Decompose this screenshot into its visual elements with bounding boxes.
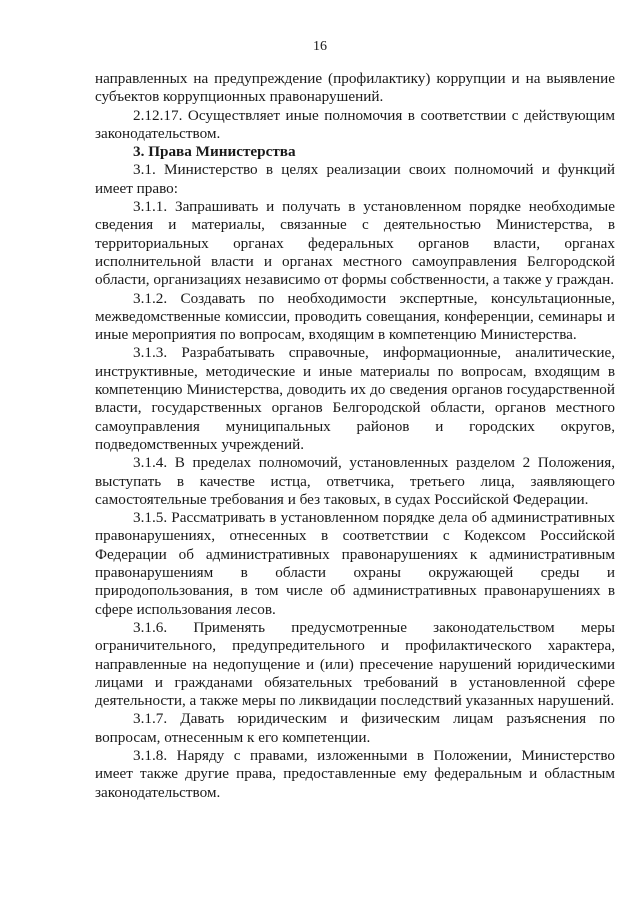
paragraph-2-12-17: 2.12.17. Осуществляет иные полномочия в соответствии с действующим законодательством. (95, 106, 615, 142)
section-title: 3. Права Министерства (133, 143, 296, 161)
paragraph-3-1-7: 3.1.7. Давать юридическим и физическим лицам разъяснения по вопросам, отнесенным к его компетенции. (95, 710, 615, 746)
paragraph-3-1-3: 3.1.3. Разрабатывать справочные, информационные, аналитические, инструктивные, методические и иные материалы по вопросам, входящим в компетенцию Министерства, доводить их до сведения органов государственной власти, государственных органов Белгородской области, органов местного самоуправления муниципальных районов и городских округов, подведомственных учреждений. (95, 344, 615, 453)
paragraph-3-1-4: 3.1.4. В пределах полномочий, установленных разделом 2 Положения, выступать в качестве истца, ответчика, третьего лица, заявляющего самостоятельные требования и без таковых, в судах Российской Федерации. (95, 454, 615, 508)
page-number: 16 (313, 39, 327, 54)
paragraph-3-1-5: 3.1.5. Рассматривать в установленном порядке дела об административных правонарушениях, отнесенных в соответствии с Кодексом Российской Федерации об административных правонарушениях к административным правонарушениям в области охраны окружающей среды и природопользования, в том числе об административных правонарушениях в сфере использования лесов. (95, 509, 615, 618)
paragraph-continued: направленных на предупреждение (профилактику) коррупции и на выявление субъектов коррупционных правонарушений. (95, 70, 615, 106)
paragraph-3-1-2: 3.1.2. Создавать по необходимости экспертные, консультационные, межведомственные комиссии, проводить совещания, конференции, семинары и иные мероприятия по вопросам, входящим в компетенцию Министерства. (95, 289, 615, 344)
paragraph-3-1-8: 3.1.8. Наряду с правами, изложенными в Положении, Министерство имеет также другие права, предоставленные ему федеральным и областным законодательством. (95, 746, 615, 801)
paragraph-3-1-6: 3.1.6. Применять предусмотренные законодательством меры ограничительного, предупредительного и профилактического характера, направленные на недопущение и (или) пресечение нарушений юридическими лицами и гражданами обязательных требований в установленной сфере деятельности, а также меры по ликвидации последствий указанных нарушений. (95, 618, 615, 710)
paragraph-3-1: 3.1. Министерство в целях реализации своих полномочий и функций имеет право: (95, 161, 615, 197)
paragraph-3-1-1: 3.1.1. Запрашивать и получать в установленном порядке необходимые сведения и материалы, связанные с деятельностью Министерства, в территориальных органах федеральных органов власти, органах исполнительной власти и органах местного самоуправления Белгородской области, организациях независимо от формы собственности, а также у граждан. (95, 198, 615, 289)
document-body (95, 70, 615, 802)
